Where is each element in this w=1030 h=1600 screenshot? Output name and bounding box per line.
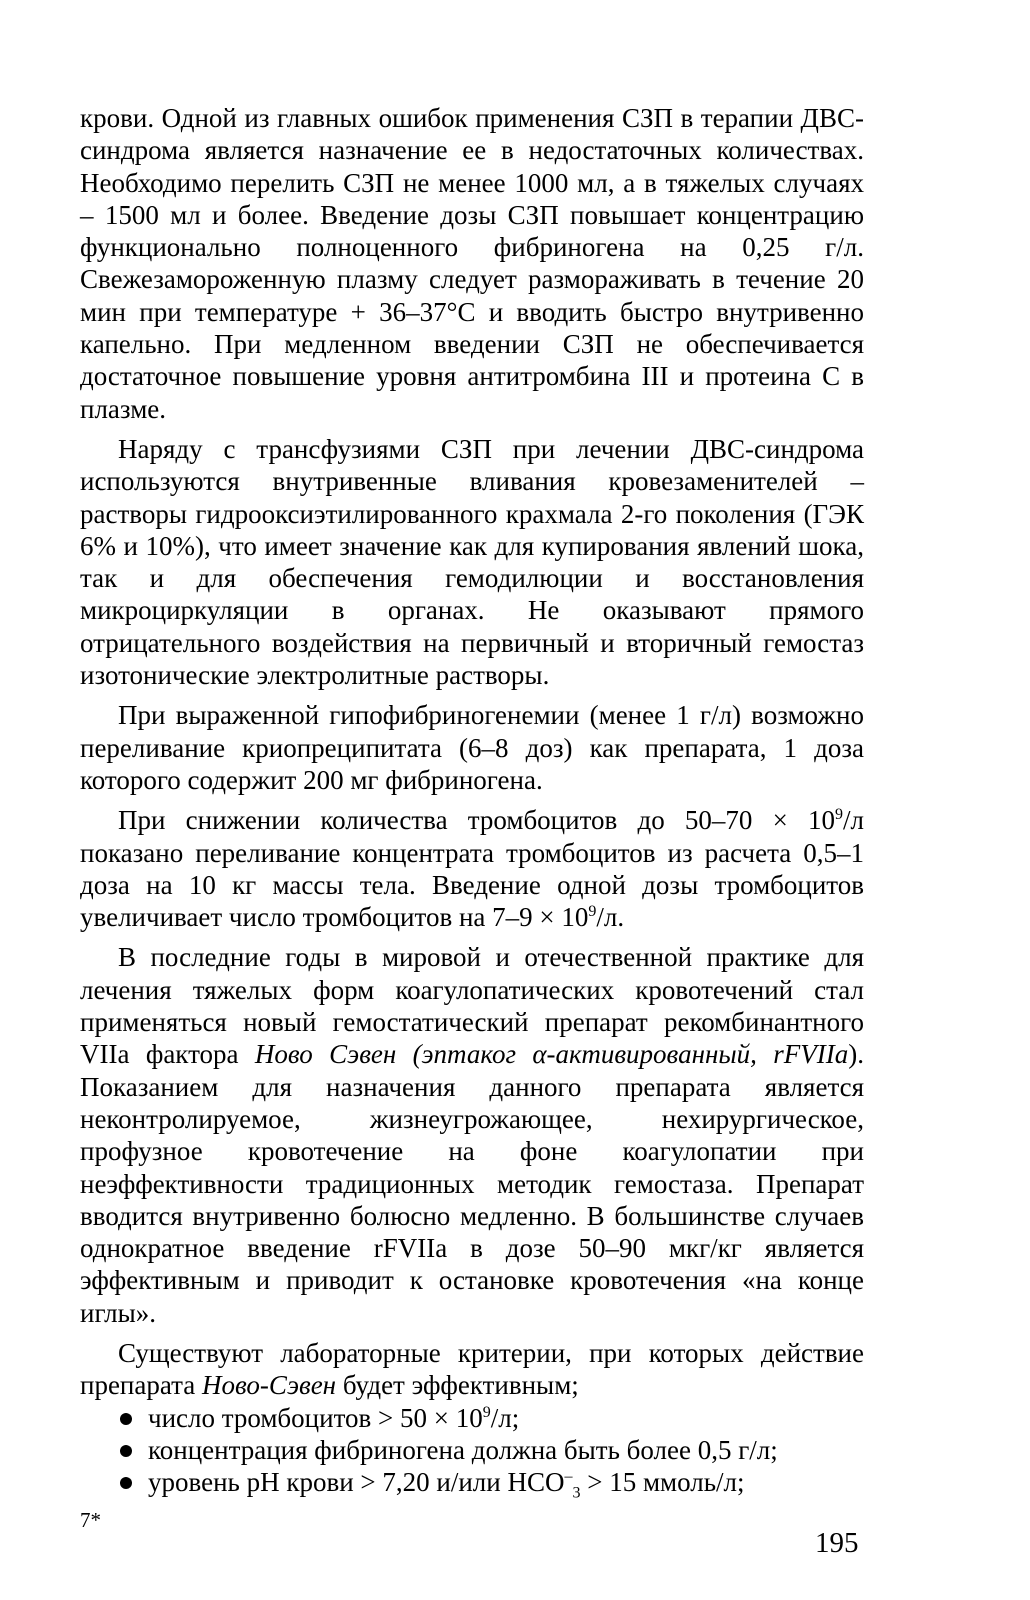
paragraph-text: Существуют лабораторные критерии, при которых действие препарата (80, 1337, 864, 1401)
drug-name-italic: Ново Сэвен (эптаког α-активированный, rFVIIa (254, 1039, 849, 1070)
paragraph-text: /л. (596, 902, 625, 933)
bullet-icon (120, 1445, 132, 1457)
paragraph-text: ). Показанием для назначения данного препарата является неконтролируемое, жизнеугрожающее, нехирургическое, профузное кровотечение на фоне коагулопатии при неэффективности традиционных методик гемостаза. Препарат вводится внутривенно болюсно медленно. В большинстве случаев однократное введение rFVIIa в дозе 50–90 мкг/кг является эффективным и приводит к остановке кровотечения «на конце иглы». (80, 1039, 864, 1328)
paragraph-text: В последние годы в мировой и отечественной практике для лечения тяжелых форм коагулопатических кровотечений стал применяться новый гемостатический препарат рекомбинантного VIIa фактора (80, 942, 864, 1070)
list-item-text: уровень pH крови > 7,20 и/или HCO (148, 1467, 565, 1498)
list-item-text: число тромбоцитов > 50 × 10 (148, 1402, 483, 1433)
paragraph-text: При выраженной гипофибриногенемии (менее 1 г/л) возможно переливание криопреципитата (6–8 доз) как препарата, 1 доза которого содержит 200 мг фибриногена. (80, 700, 864, 795)
list-item (118, 1466, 864, 1502)
paragraph-text: крови. Одной из главных ошибок применения СЗП в терапии ДВС-синдрома является назначение ее в недостаточных количествах. Необходимо перелить СЗП не менее 1000 мл, а в тяжелых случаях – 1500 мл и более. Введение дозы СЗП повышает концентрацию функционально полноценного фибриногена на 0,25 г/л. Свежезамороженную плазму следует размораживать в течение 20 мин при температуре + 36–37°С и вводить быстро внутривенно капельно. При медленном введении СЗП не обеспечивается достаточное повышение уровня антитромбина III и протеина С в плазме. (80, 103, 864, 424)
body-text (80, 102, 864, 1502)
paragraph (80, 804, 864, 933)
list-item-text: концентрация фибриногена должна быть более 0,5 г/л; (148, 1434, 778, 1465)
list-item (118, 1434, 864, 1466)
subscript: 3 (572, 1484, 581, 1502)
bullet-icon (120, 1477, 132, 1489)
list-item-text: > 15 ммоль/л; (580, 1467, 745, 1498)
paragraph (80, 1337, 864, 1402)
superscript: – (564, 1468, 573, 1486)
superscript: 9 (588, 903, 597, 921)
paragraph-text: /л показано переливание концентрата тромбоцитов из расчета 0,5–1 доза на 10 кг массы тела. Введение одной дозы тромбоцитов увеличивает число тромбоцитов на 7–9 × 10 (80, 805, 864, 933)
paragraph (80, 941, 864, 1329)
signature-mark: 7* (80, 1508, 101, 1532)
paragraph-continuation (80, 102, 864, 425)
paragraph (80, 699, 864, 796)
paragraph (80, 433, 864, 691)
paragraph-text: При снижении количества тромбоцитов до 50–70 × 10 (118, 805, 836, 836)
drug-name-italic: Ново-Сэвен (202, 1370, 337, 1401)
list-item-text: /л; (490, 1402, 520, 1433)
bullet-icon (120, 1413, 132, 1425)
superscript: 9 (835, 806, 844, 824)
paragraph-text: будет эффективным; (336, 1370, 579, 1401)
paragraph-text: Наряду с трансфузиями СЗП при лечении ДВС-синдрома используются внутривенные вливания кровезаменителей – растворы гидрооксиэтилированного крахмала 2-го поколения (ГЭК 6% и 10%), что имеет значение как для купирования явлений шока, так и для обеспечения гемодилюции и восстановления микроциркуляции в органах. Не оказывают прямого отрицательного воздействия на первичный и вторичный гемостаз изотонические электролитные растворы. (80, 433, 864, 691)
list-item (118, 1402, 864, 1434)
page-number: 195 (815, 1527, 859, 1559)
superscript: 9 (482, 1403, 491, 1421)
criteria-list (80, 1402, 864, 1502)
